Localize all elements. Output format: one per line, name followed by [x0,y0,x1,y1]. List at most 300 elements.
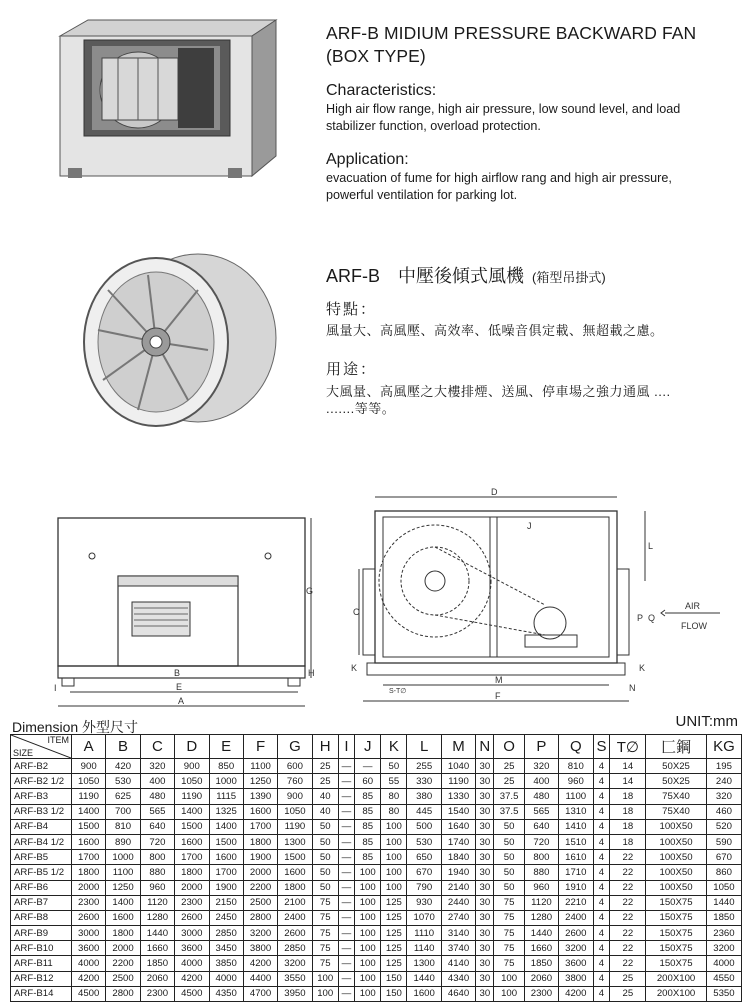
table-cell: 2850 [209,926,243,941]
model-cell: ARF-B9 [11,926,72,941]
table-cell: 1310 [559,804,593,819]
table-cell: 4 [593,789,610,804]
table-cell: 85 [355,834,381,849]
table-cell: 240 [706,774,741,789]
model-cell: ARF-B2 1/2 [11,774,72,789]
table-cell: 1100 [559,789,593,804]
column-header: L [407,735,441,759]
table-cell: 790 [407,880,441,895]
table-cell: 50 [312,834,338,849]
table-cell: 880 [524,865,558,880]
table-header-row [11,735,742,759]
table-cell: — [338,895,354,910]
table-cell: 1700 [72,850,106,865]
table-cell: 100 [494,971,524,986]
table-cell: 2600 [175,910,209,925]
table-cell: 125 [381,895,407,910]
table-cell: 4 [593,910,610,925]
table-cell: 900 [278,789,312,804]
dim-label-f: F [495,691,501,701]
table-cell: 2360 [706,926,741,941]
table-cell: 1600 [243,804,277,819]
table-cell: 320 [140,759,174,774]
table-cell: 75 [312,941,338,956]
model-cell: ARF-B3 [11,789,72,804]
table-cell: 2000 [106,941,140,956]
table-cell: 85 [355,789,381,804]
table-cell: 150X75 [646,956,707,971]
column-header: F [243,735,277,759]
table-cell: 100 [381,834,407,849]
table-cell: 4400 [243,971,277,986]
table-row [11,819,742,834]
column-header: G [278,735,312,759]
table-cell: 25 [610,971,646,986]
table-cell: 1250 [106,880,140,895]
table-cell: 1040 [441,759,475,774]
table-cell: 4200 [175,971,209,986]
table-cell: 1910 [559,880,593,895]
table-cell: 460 [706,804,741,819]
table-cell: — [338,926,354,941]
table-cell: 4 [593,850,610,865]
table-cell: 400 [524,774,558,789]
table-cell: 500 [407,819,441,834]
table-cell: 30 [476,880,494,895]
model-cell: ARF-B4 [11,819,72,834]
table-cell: 1500 [278,850,312,865]
table-cell: 75 [494,910,524,925]
table-cell: 640 [524,819,558,834]
column-header: H [312,735,338,759]
table-cell: 4 [593,759,610,774]
table-cell: 2200 [243,880,277,895]
table-cell: 22 [610,865,646,880]
table-cell: 50X25 [646,759,707,774]
column-header: S [593,735,610,759]
table-cell: 25 [312,774,338,789]
table-cell: 1050 [706,880,741,895]
table-cell: 670 [407,865,441,880]
table-cell: 30 [476,986,494,1001]
table-cell: 75 [494,895,524,910]
table-cell: 650 [407,850,441,865]
table-cell: 1100 [106,865,140,880]
table-cell: 200X100 [646,971,707,986]
table-cell: 30 [476,865,494,880]
table-cell: 700 [106,804,140,819]
table-cell: 4000 [706,956,741,971]
table-cell: 445 [407,804,441,819]
table-cell: 50 [494,850,524,865]
dim-label-a: A [178,696,185,706]
table-cell: 1100 [243,759,277,774]
table-cell: 100 [355,865,381,880]
application-text [326,170,672,203]
table-cell: 150X75 [646,910,707,925]
table-cell: 100 [355,971,381,986]
table-cell: 400 [140,774,174,789]
table-cell: 1000 [106,850,140,865]
table-corner-cell [11,735,72,759]
table-cell: 800 [524,850,558,865]
table-cell: 150X75 [646,895,707,910]
table-cell: 960 [140,880,174,895]
table-cell: 100X50 [646,819,707,834]
table-cell: 1500 [72,819,106,834]
dim-label-q: Q [648,613,656,623]
table-cell: 3000 [175,926,209,941]
table-cell: 30 [476,850,494,865]
table-cell: 25 [312,759,338,774]
table-cell: 2000 [175,880,209,895]
table-cell: 4350 [209,986,243,1001]
table-cell: 3200 [243,926,277,941]
dim-label-n: N [629,683,636,693]
table-cell: 22 [610,941,646,956]
table-cell: 1800 [72,865,106,880]
characteristics-heading: Characteristics: [326,82,437,99]
table-row [11,774,742,789]
column-header: B [106,735,140,759]
table-cell: 530 [407,834,441,849]
table-row [11,910,742,925]
column-header: P [524,735,558,759]
table-cell: 1325 [209,804,243,819]
table-cell: 4640 [441,986,475,1001]
table-cell: 1500 [209,834,243,849]
table-cell: 18 [610,834,646,849]
table-cell: 1700 [175,850,209,865]
table-cell: 125 [381,941,407,956]
impeller-image [78,250,278,435]
table-cell: 30 [476,804,494,819]
table-cell: 100 [355,956,381,971]
model-cell: ARF-B8 [11,910,72,925]
table-row [11,759,742,774]
table-cell: 1850 [524,956,558,971]
table-cell: 530 [106,774,140,789]
table-cell: 75 [312,926,338,941]
model-cell: ARF-B4 1/2 [11,834,72,849]
table-cell: 1640 [441,819,475,834]
table-cell: 1330 [441,789,475,804]
dim-label-s: S-T∅ [389,688,407,695]
table-cell: 1400 [175,804,209,819]
table-cell: 200X100 [646,986,707,1001]
table-cell: 1280 [524,910,558,925]
model-cell: ARF-B5 [11,850,72,865]
table-cell: — [338,804,354,819]
table-cell: 50 [312,865,338,880]
table-cell: 125 [381,926,407,941]
table-cell: 100 [381,850,407,865]
table-cell: 4000 [72,956,106,971]
title-line-1: ARF-B MIDIUM PRESSURE BACKWARD FAN [326,23,697,43]
table-row [11,926,742,941]
table-cell: 75 [312,910,338,925]
column-header: K [381,735,407,759]
table-cell: 4340 [441,971,475,986]
table-cell: 810 [106,819,140,834]
table-cell: 1800 [278,880,312,895]
table-cell: 1400 [106,895,140,910]
table-cell: 4500 [72,986,106,1001]
table-cell: 1510 [559,834,593,849]
table-cell: 600 [278,759,312,774]
table-cell: 320 [524,759,558,774]
table-row [11,986,742,1001]
table-cell: 960 [524,880,558,895]
table-cell: 100 [381,880,407,895]
table-cell: 100 [355,986,381,1001]
table-cell: 30 [476,834,494,849]
table-cell: 1050 [175,774,209,789]
table-cell: 1400 [72,804,106,819]
table-cell: 720 [140,834,174,849]
table-cell: 25 [610,986,646,1001]
table-cell: 2400 [278,910,312,925]
table-cell: 1900 [209,880,243,895]
table-cell: 30 [476,926,494,941]
table-cell: 1410 [559,819,593,834]
table-row [11,895,742,910]
table-cell: 2600 [278,926,312,941]
dim-label-k-left: K [351,663,358,673]
table-cell: 30 [476,759,494,774]
table-cell: 4 [593,819,610,834]
table-cell: 3600 [175,941,209,956]
english-title [326,22,696,68]
table-cell: — [355,759,381,774]
table-cell: 30 [476,895,494,910]
table-cell: 2800 [243,910,277,925]
table-cell: 3600 [559,956,593,971]
table-cell: 85 [355,804,381,819]
table-cell: 1900 [243,850,277,865]
dim-label-l: L [648,541,654,551]
characteristics-line-2: stabilizer function, overload protection. [326,118,541,133]
table-cell: 50 [494,819,524,834]
table-cell: 3200 [278,956,312,971]
characteristics-text [326,101,680,134]
table-cell: 2210 [559,895,593,910]
title-line-2: (BOX TYPE) [326,46,426,66]
table-cell: 150X75 [646,926,707,941]
table-cell: 75 [494,956,524,971]
model-cell: ARF-B3 1/2 [11,804,72,819]
table-cell: 30 [476,789,494,804]
table-cell: 40 [312,789,338,804]
table-cell: — [338,880,354,895]
column-header: D [175,735,209,759]
table-cell: 2100 [278,895,312,910]
table-cell: 4700 [243,986,277,1001]
table-cell: 4 [593,971,610,986]
column-header: M [441,735,475,759]
table-cell: 22 [610,910,646,925]
table-cell: 4 [593,895,610,910]
dim-label-e: E [176,682,183,692]
table-cell: 75X40 [646,804,707,819]
table-cell: 1110 [407,926,441,941]
table-cell: 380 [407,789,441,804]
table-row [11,971,742,986]
table-cell: 2000 [243,865,277,880]
table-cell: 1700 [209,865,243,880]
table-cell: 80 [381,789,407,804]
dim-label-c: C [353,607,360,617]
column-header: I [338,735,354,759]
table-cell: 4500 [175,986,209,1001]
table-cell: 1440 [524,926,558,941]
table-cell: 30 [476,941,494,956]
table-cell: 50X25 [646,774,707,789]
table-cell: 590 [706,834,741,849]
table-cell: 480 [524,789,558,804]
column-header: 匚鋼 [646,735,707,759]
table-cell: 1050 [72,774,106,789]
table-cell: 37.5 [494,789,524,804]
table-cell: 75 [312,895,338,910]
table-cell: 1540 [441,804,475,819]
table-cell: 50 [312,819,338,834]
column-header: Q [559,735,593,759]
table-cell: 420 [106,759,140,774]
features-heading: 特點： [326,301,378,318]
table-cell: — [338,941,354,956]
table-cell: 1190 [441,774,475,789]
table-cell: 330 [407,774,441,789]
table-cell: 1190 [72,789,106,804]
chinese-title [326,262,606,288]
dim-label-k-right: K [639,663,646,673]
table-cell: — [338,850,354,865]
table-cell: 2800 [106,986,140,1001]
column-header: A [72,735,106,759]
table-cell: 2300 [140,986,174,1001]
table-cell: 2500 [243,895,277,910]
table-cell: 2060 [524,971,558,986]
column-header: E [209,735,243,759]
table-cell: 2600 [72,910,106,925]
table-cell: 4 [593,986,610,1001]
table-cell: 1700 [243,819,277,834]
table-cell: 3200 [559,941,593,956]
table-cell: 640 [140,819,174,834]
table-cell: 100 [312,986,338,1001]
table-cell: 4 [593,834,610,849]
table-cell: 480 [140,789,174,804]
table-cell: 1600 [278,865,312,880]
table-cell: 720 [524,834,558,849]
table-cell: 100 [355,880,381,895]
model-cell: ARF-B2 [11,759,72,774]
model-cell: ARF-B11 [11,956,72,971]
table-cell: 14 [610,774,646,789]
table-cell: 100X50 [646,850,707,865]
table-cell: 4200 [559,986,593,1001]
table-cell: 75 [312,956,338,971]
table-cell: 50 [312,850,338,865]
table-cell: 1600 [175,834,209,849]
chinese-title-sub: (箱型吊掛式) [532,270,606,285]
table-cell: 890 [106,834,140,849]
table-row [11,956,742,971]
table-cell: 1300 [278,834,312,849]
table-cell: 960 [559,774,593,789]
table-cell: 100 [381,865,407,880]
table-cell: 255 [407,759,441,774]
table-cell: 75 [494,926,524,941]
flow-label: FLOW [681,621,707,631]
table-cell: 125 [381,910,407,925]
table-cell: 4 [593,926,610,941]
table-cell: 50 [381,759,407,774]
table-cell: 2060 [140,971,174,986]
table-cell: 1190 [175,789,209,804]
table-cell: 1390 [243,789,277,804]
usage-line-1: 大風量、高風壓之大樓排煙、送風、停車場之強力通風 .... [326,384,671,399]
table-cell: 5350 [706,986,741,1001]
table-cell: 1600 [407,986,441,1001]
table-cell: 4200 [243,956,277,971]
usage-heading: 用途： [326,361,378,378]
table-cell: 3600 [72,941,106,956]
box-fan-image [38,18,283,188]
column-header: T∅ [610,735,646,759]
table-cell: 900 [175,759,209,774]
table-cell: 100 [355,910,381,925]
table-cell: 85 [355,819,381,834]
table-cell: — [338,834,354,849]
table-cell: 1740 [441,834,475,849]
table-cell: 85 [355,850,381,865]
table-cell: 1140 [407,941,441,956]
table-cell: 3800 [559,971,593,986]
table-row [11,865,742,880]
table-cell: 100X50 [646,880,707,895]
table-cell: 1850 [706,910,741,925]
table-cell: 4140 [441,956,475,971]
table-cell: 2740 [441,910,475,925]
table-cell: 4 [593,880,610,895]
table-cell: — [338,971,354,986]
dim-label-b: B [174,668,181,678]
table-cell: 1440 [706,895,741,910]
table-cell: 900 [72,759,106,774]
table-cell: 100 [355,941,381,956]
table-cell: 3950 [278,986,312,1001]
table-cell: 18 [610,819,646,834]
table-cell: — [338,774,354,789]
table-cell: 1800 [243,834,277,849]
table-cell: 30 [476,774,494,789]
table-cell: 1000 [209,774,243,789]
table-cell: 1600 [209,850,243,865]
table-cell: 75 [494,941,524,956]
table-cell: 565 [140,804,174,819]
model-cell: ARF-B7 [11,895,72,910]
table-cell: 810 [559,759,593,774]
table-row [11,789,742,804]
characteristics-line-1: High air flow range, high air pressure, low sound level, and load [326,102,681,116]
table-cell: 3550 [278,971,312,986]
table-cell: 2200 [106,956,140,971]
chinese-title-main: ARF-B 中壓後傾式風機 [326,266,524,286]
table-cell: 1800 [106,926,140,941]
dim-label-p: P [637,613,644,623]
